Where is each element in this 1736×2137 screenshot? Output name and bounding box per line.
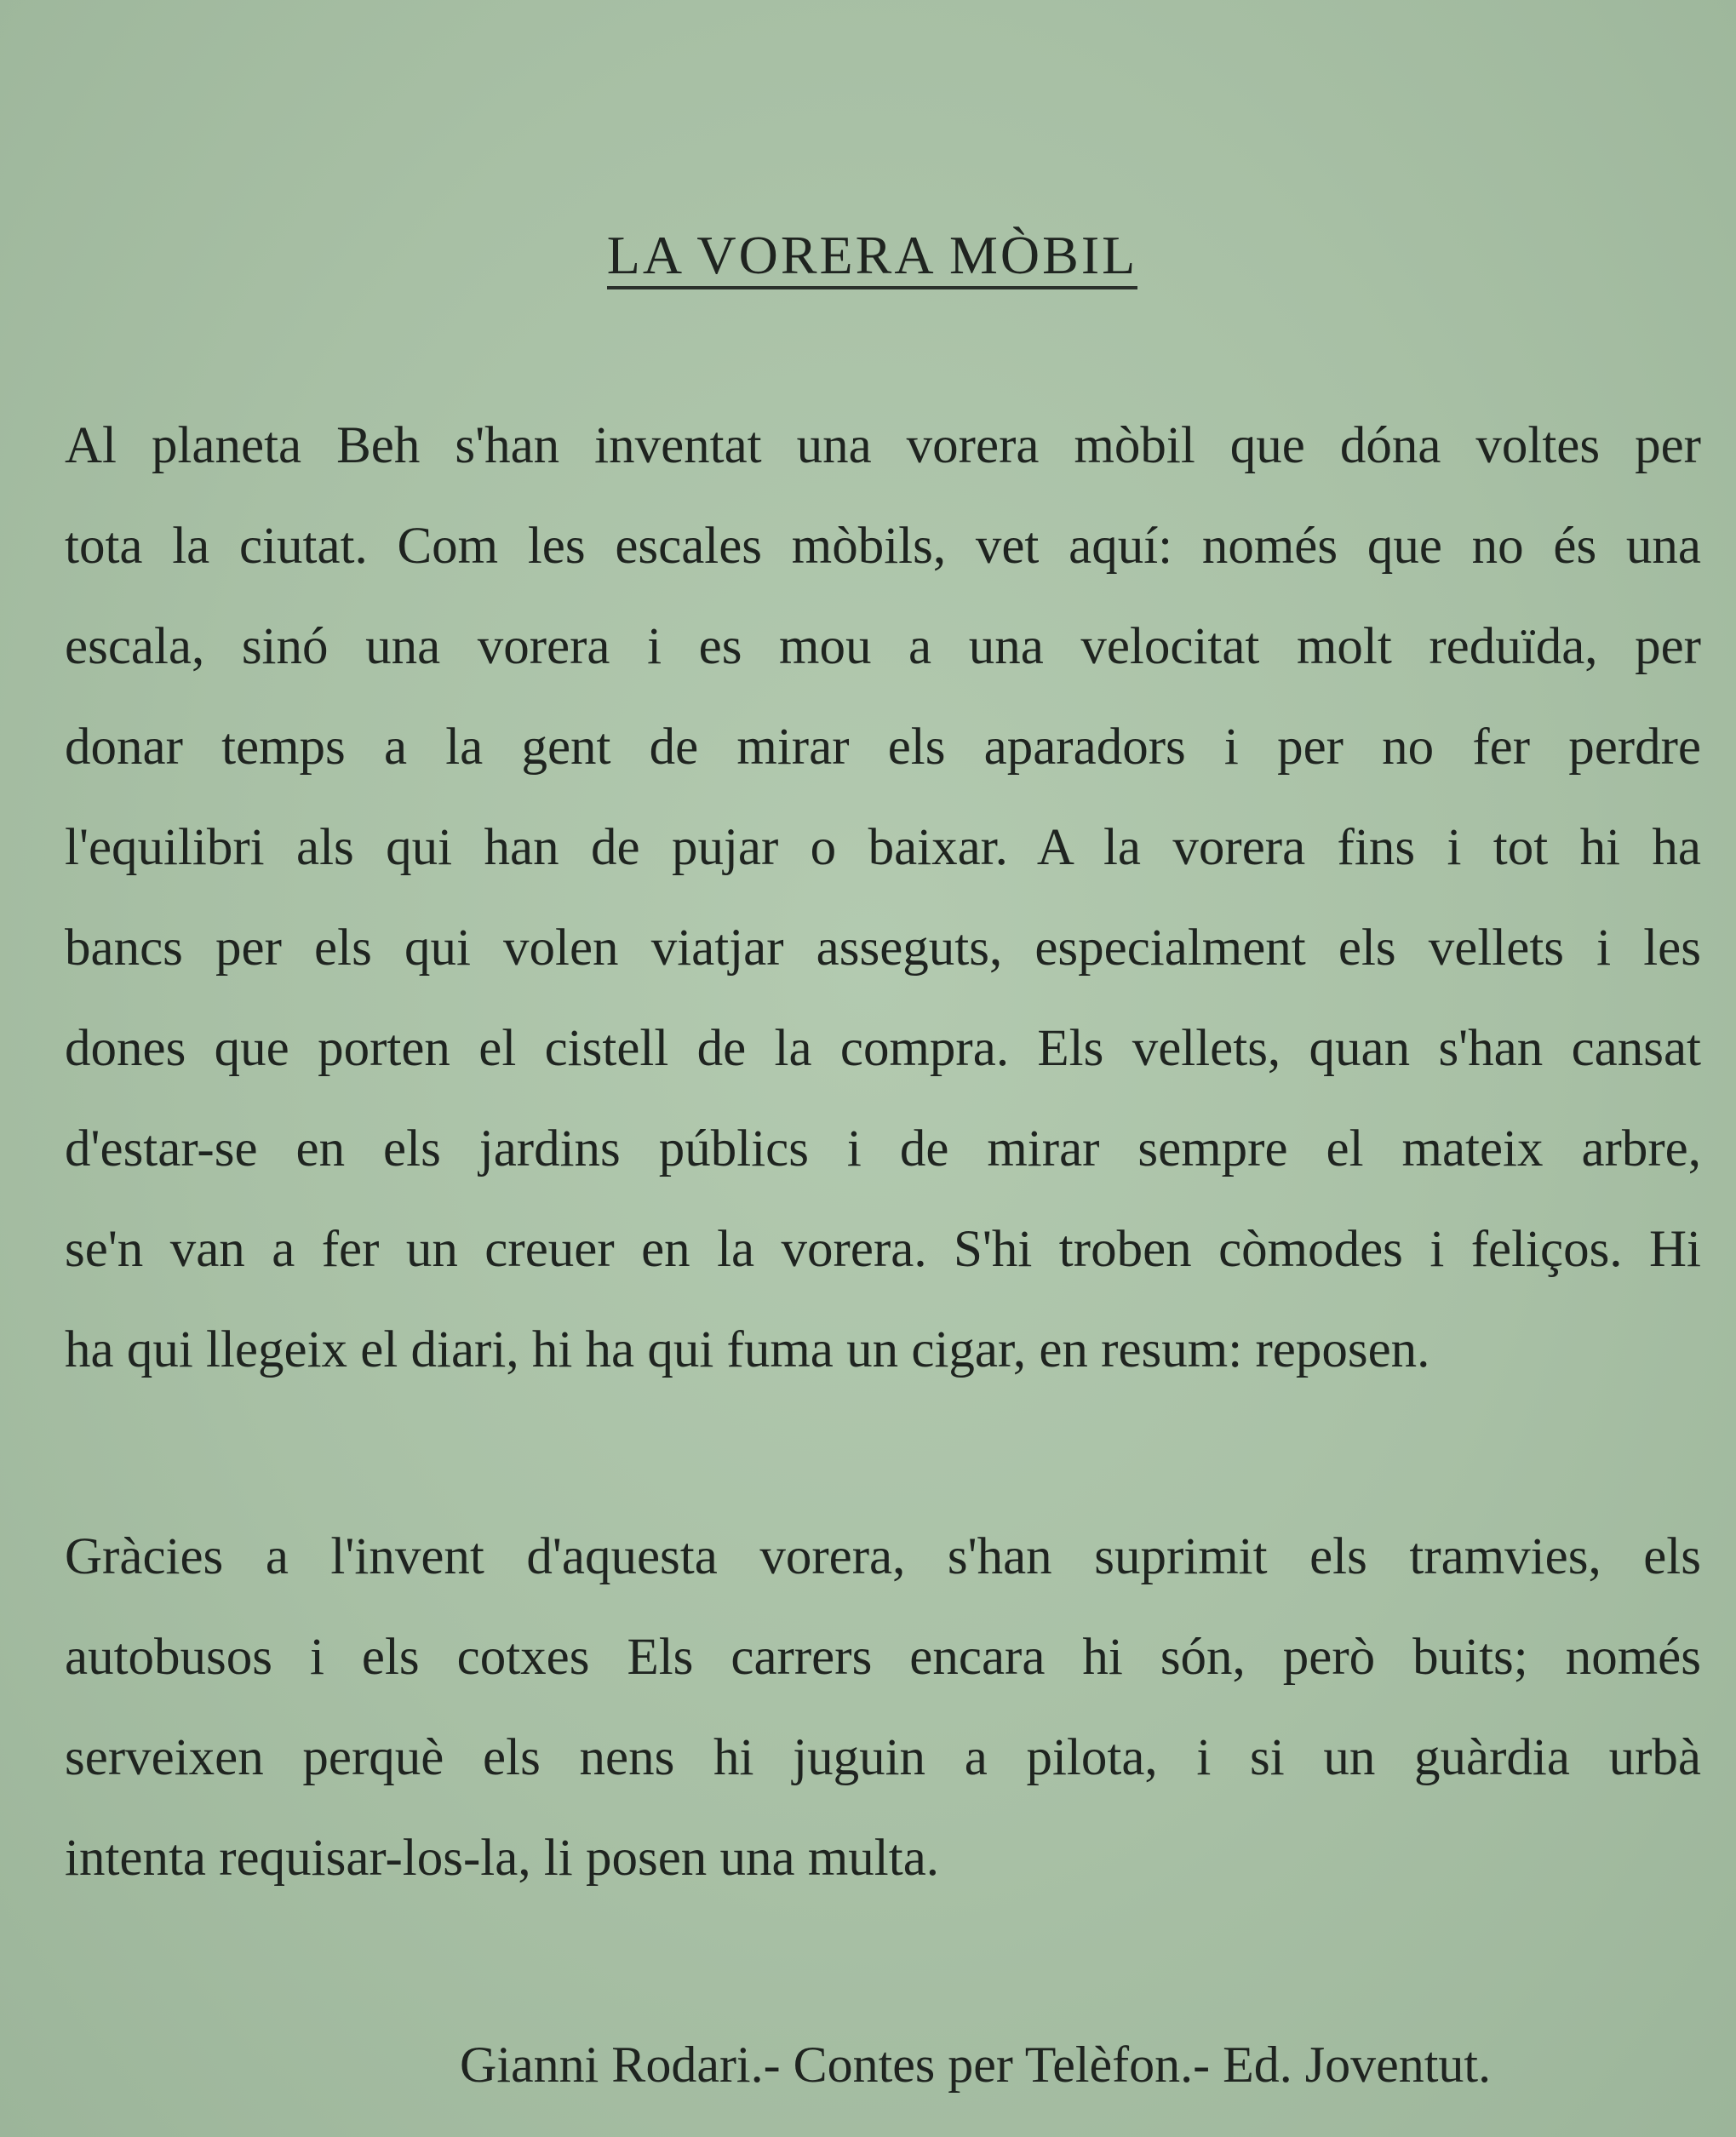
text-line: tota la ciutat. Com les escales mòbils, vet aquí: només que no és una: [65, 518, 1701, 575]
text-line: donar temps a la gent de mirar els aparadors i per no fer perdre: [65, 719, 1701, 776]
text-line: serveixen perquè els nens hi juguin a pilota, i si un guàrdia urbà: [65, 1729, 1701, 1786]
source-credit: Gianni Rodari.- Contes per Telèfon.- Ed. Joventut.: [460, 2037, 1492, 2093]
text-line: ha qui llegeix el diari, hi ha qui fuma un cigar, en resum: reposen.: [65, 1321, 1430, 1378]
text-line: l'equilibri als qui han de pujar o baixar. A la vorera fins i tot hi ha: [65, 819, 1701, 876]
title-text: LA VORERA MÒBIL: [607, 228, 1137, 289]
text-line: dones que porten el cistell de la compra. Els vellets, quan s'han cansat: [65, 1020, 1701, 1077]
text-line: Al planeta Beh s'han inventat una vorera mòbil que dóna voltes per: [65, 417, 1701, 474]
text-line: autobusos i els cotxes Els carrers encara hi són, però buits; només: [65, 1629, 1701, 1686]
paragraph-1: [65, 396, 1701, 1401]
text-line: d'estar-se en els jardins públics i de mirar sempre el mateix arbre,: [65, 1120, 1701, 1177]
text-line: bancs per els qui volen viatjar asseguts, especialment els vellets i les: [65, 920, 1701, 977]
text-line: Gràcies a l'invent d'aquesta vorera, s'han suprimit els tramvies, els: [65, 1528, 1701, 1585]
text-line: intenta requisar-los-la, li posen una multa.: [65, 1830, 940, 1887]
paragraph-2: [65, 1507, 1701, 1909]
text-line: escala, sinó una vorera i es mou a una velocitat molt reduïda, per: [65, 618, 1701, 675]
document-title: [0, 225, 1736, 289]
text-line: se'n van a fer un creuer en la vorera. S'hi troben còmodes i feliços. Hi: [65, 1221, 1701, 1278]
